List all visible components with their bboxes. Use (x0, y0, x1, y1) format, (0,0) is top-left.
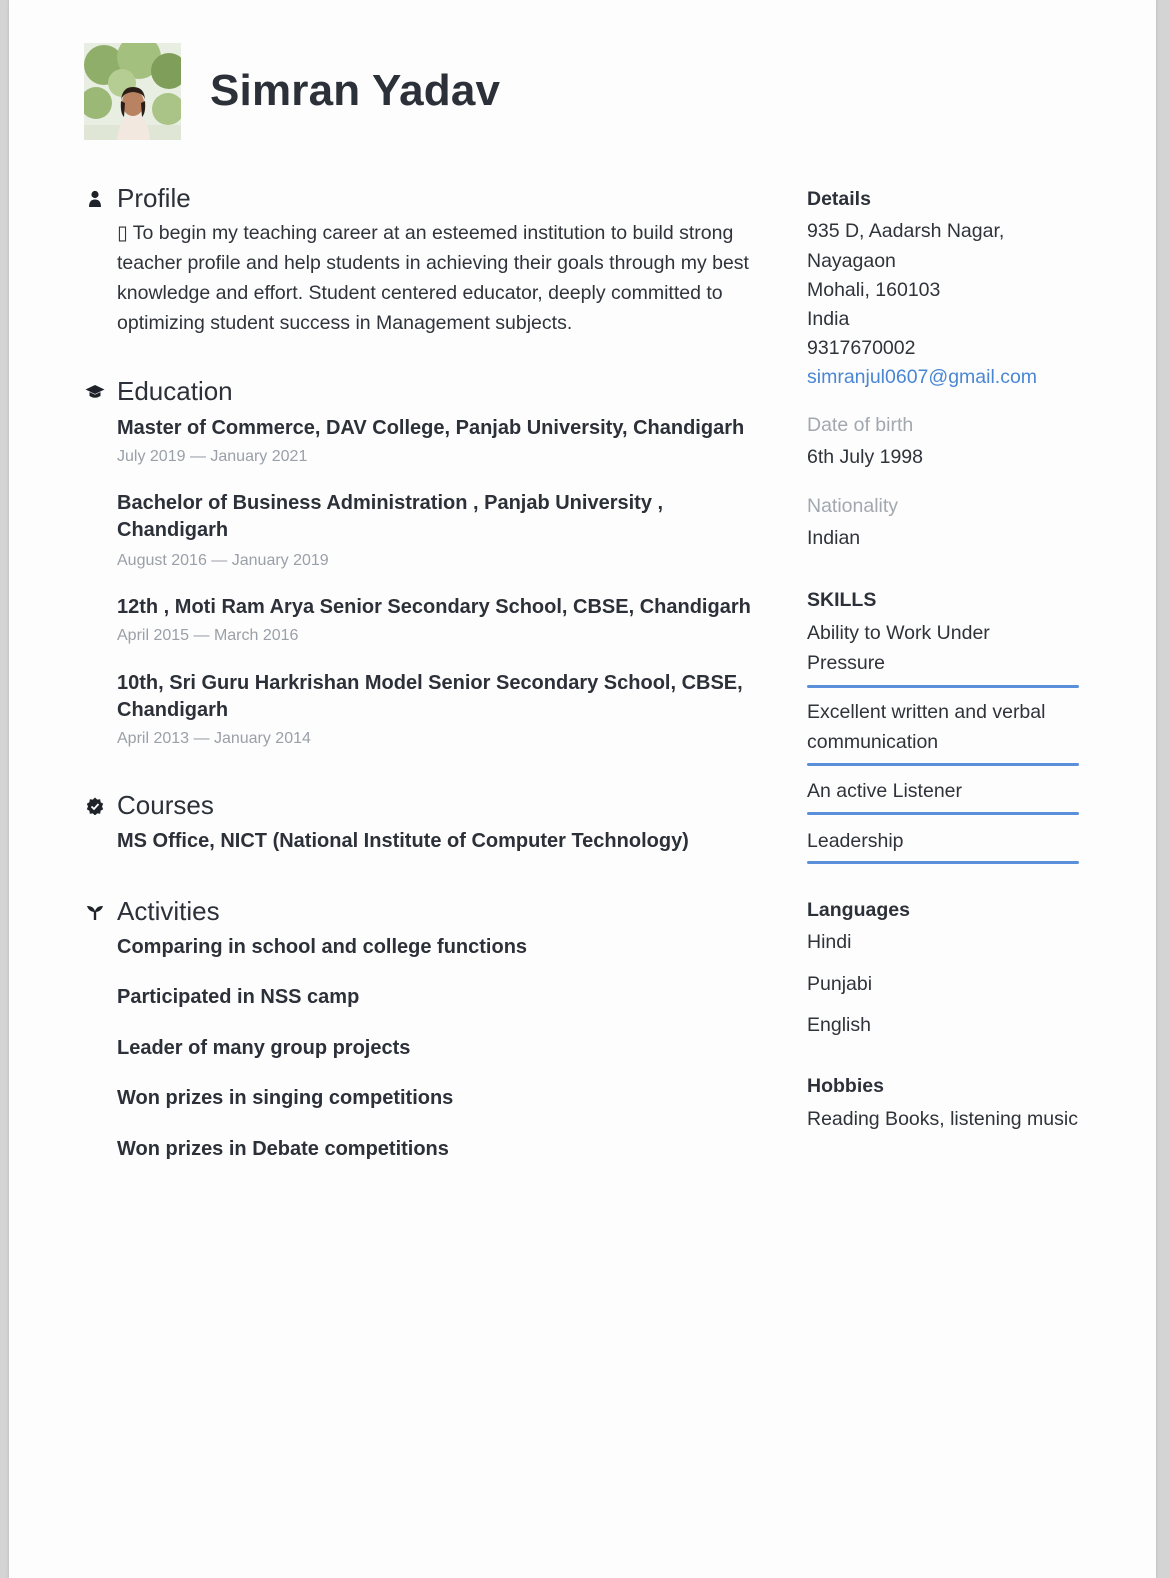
education-title: Master of Commerce, DAV College, Panjab University, Chandigarh (117, 417, 745, 439)
details-heading: Details (807, 188, 871, 210)
course-item: MS Office, NICT (National Institute of Computer Technology) (117, 830, 689, 852)
hobbies-heading: Hobbies (807, 1075, 884, 1097)
education-title: Bachelor of Business Administration , Panjab University , Chandigarh (117, 492, 664, 541)
graduation-cap-icon (85, 381, 105, 403)
skill-level-bar (807, 812, 1079, 815)
badge-icon (85, 795, 105, 817)
skill-level-bar (807, 763, 1079, 766)
activity-item: Won prizes in singing competitions (117, 1087, 454, 1109)
resume-page (9, 0, 1156, 1578)
activities-heading: Activities (117, 896, 220, 926)
courses-heading-row (85, 790, 214, 821)
hobbies-text: Reading Books, listening music (807, 1108, 1078, 1130)
activity-item: Won prizes in Debate competitions (117, 1138, 449, 1160)
profile-heading: Profile (117, 183, 191, 213)
country: India (807, 308, 850, 330)
candidate-name: Simran Yadav (210, 66, 501, 115)
dob-label: Date of birth (807, 414, 914, 436)
languages-heading: Languages (807, 899, 910, 921)
person-icon (85, 188, 105, 210)
email-link[interactable]: simranjul0607@gmail.com (807, 366, 1038, 388)
skill-level-bar (807, 861, 1079, 864)
address-line: 935 D, Aadarsh Nagar, (807, 220, 1005, 242)
skill-item: An active Listener (807, 780, 963, 802)
courses-heading: Courses (117, 790, 214, 820)
nationality-value: Indian (807, 527, 861, 549)
education-dates: August 2016 — January 2019 (117, 552, 329, 569)
education-dates: April 2015 — March 2016 (117, 627, 299, 644)
activity-item: Comparing in school and college functions (117, 936, 528, 958)
dob-value: 6th July 1998 (807, 446, 924, 468)
activity-item: Participated in NSS camp (117, 986, 360, 1008)
profile-heading-row (85, 183, 191, 214)
skill-item: Leadership (807, 830, 904, 852)
education-dates: April 2013 — January 2014 (117, 730, 311, 747)
skill-level-bar (807, 685, 1079, 688)
activity-item: Leader of many group projects (117, 1037, 411, 1059)
education-title: 10th, Sri Guru Harkrishan Model Senior Secondary School, CBSE, Chandigarh (117, 672, 743, 721)
education-dates: July 2019 — January 2021 (117, 448, 308, 465)
skills-heading: SKILLS (807, 589, 877, 611)
profile-photo (84, 43, 181, 140)
education-title: 12th , Moti Ram Arya Senior Secondary School, CBSE, Chandigarh (117, 596, 751, 618)
language-item: English (807, 1014, 871, 1036)
skill-item: Excellent written and verbal communication (807, 701, 1046, 753)
language-item: Hindi (807, 931, 852, 953)
education-heading-row (85, 376, 233, 407)
activities-heading-row (85, 896, 220, 927)
sprout-icon (85, 901, 105, 923)
skill-item: Ability to Work Under Pressure (807, 622, 990, 674)
phone-number: 9317670002 (807, 337, 916, 359)
nationality-label: Nationality (807, 495, 899, 517)
education-heading: Education (117, 376, 233, 406)
address-line: Mohali, 160103 (807, 279, 941, 301)
address-line: Nayagaon (807, 250, 896, 272)
language-item: Punjabi (807, 973, 873, 995)
profile-summary: ▯ To begin my teaching career at an esteemed institution to build strong teacher profile and help students in achieving their goals through my best knowledge and effort. Student centered educator, deeply committed to optimizing student success in Management subjects. (117, 222, 749, 334)
